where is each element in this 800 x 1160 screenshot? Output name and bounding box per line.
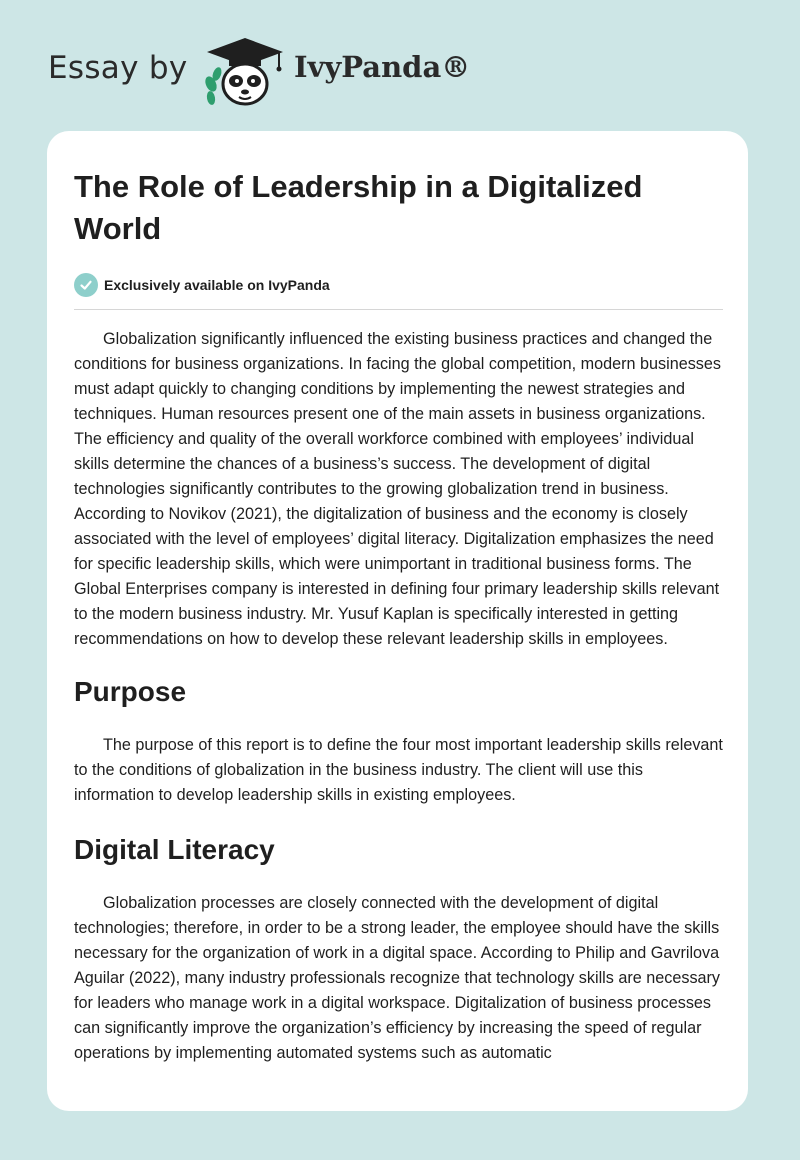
essay-title: The Role of Leadership in a Digitalized World <box>74 169 643 246</box>
panda-graduate-icon[interactable] <box>203 36 287 108</box>
check-icon <box>74 273 98 297</box>
brand-name[interactable]: IvyPanda® <box>294 50 471 84</box>
exclusive-badge <box>74 272 723 298</box>
heading-digital-literacy: Digital Literacy <box>74 834 275 865</box>
exclusive-label: Exclusively available on IvyPanda <box>104 277 330 293</box>
heading-purpose: Purpose <box>74 676 187 707</box>
paragraph-intro: Globalization significantly influenced the existing business practices and changed the conditions for business organizations. In facing the global competition, modern businesses must adapt quickly to changing conditions by implementing the newest strategies and techniques. Human resources present one of the main assets in business organizations. The efficiency and quality of the overall workforce combined with employees’ individual skills determine the chances of a business’s success. The development of digital technologies significantly contributes to the growing globalization trend in business. According to Novikov (2021), the digitalization of business and the economy is closely associated with the level of employees’ digital literacy. Digitalization emphasizes the need for specific leadership skills, which were unimportant in traditional business forms. The Global Enterprises company is interested in defining four primary leadership skills relevant to the modern business industry. Mr. Yusuf Kaplan is specifically interested in getting recommendations on how to develop these relevant leadership skills in employees. <box>74 330 721 648</box>
essay-by-label: Essay by <box>48 50 188 86</box>
site-header <box>48 28 548 108</box>
paragraph-digital-literacy: Globalization processes are closely connected with the development of digital technologies; therefore, in order to be a strong leader, the employee should have the skills necessary for the organization of work in a digital space. According to Philip and Gavrilova Aguilar (2022), many industry professionals recognize that technology skills are necessary for leaders who manage work in a digital workspace. Digitalization of business processes can significantly improve the organization’s efficiency by increasing the speed of regular operations by implementing automated systems such as automatic <box>74 894 721 1062</box>
paragraph-purpose: The purpose of this report is to define the four most important leadership skills relevant to the conditions of globalization in the business industry. The client will use this information to develop leadership skills in existing employees. <box>74 736 723 804</box>
essay-content <box>74 166 723 1066</box>
essay-card <box>47 131 748 1111</box>
divider <box>74 309 723 310</box>
